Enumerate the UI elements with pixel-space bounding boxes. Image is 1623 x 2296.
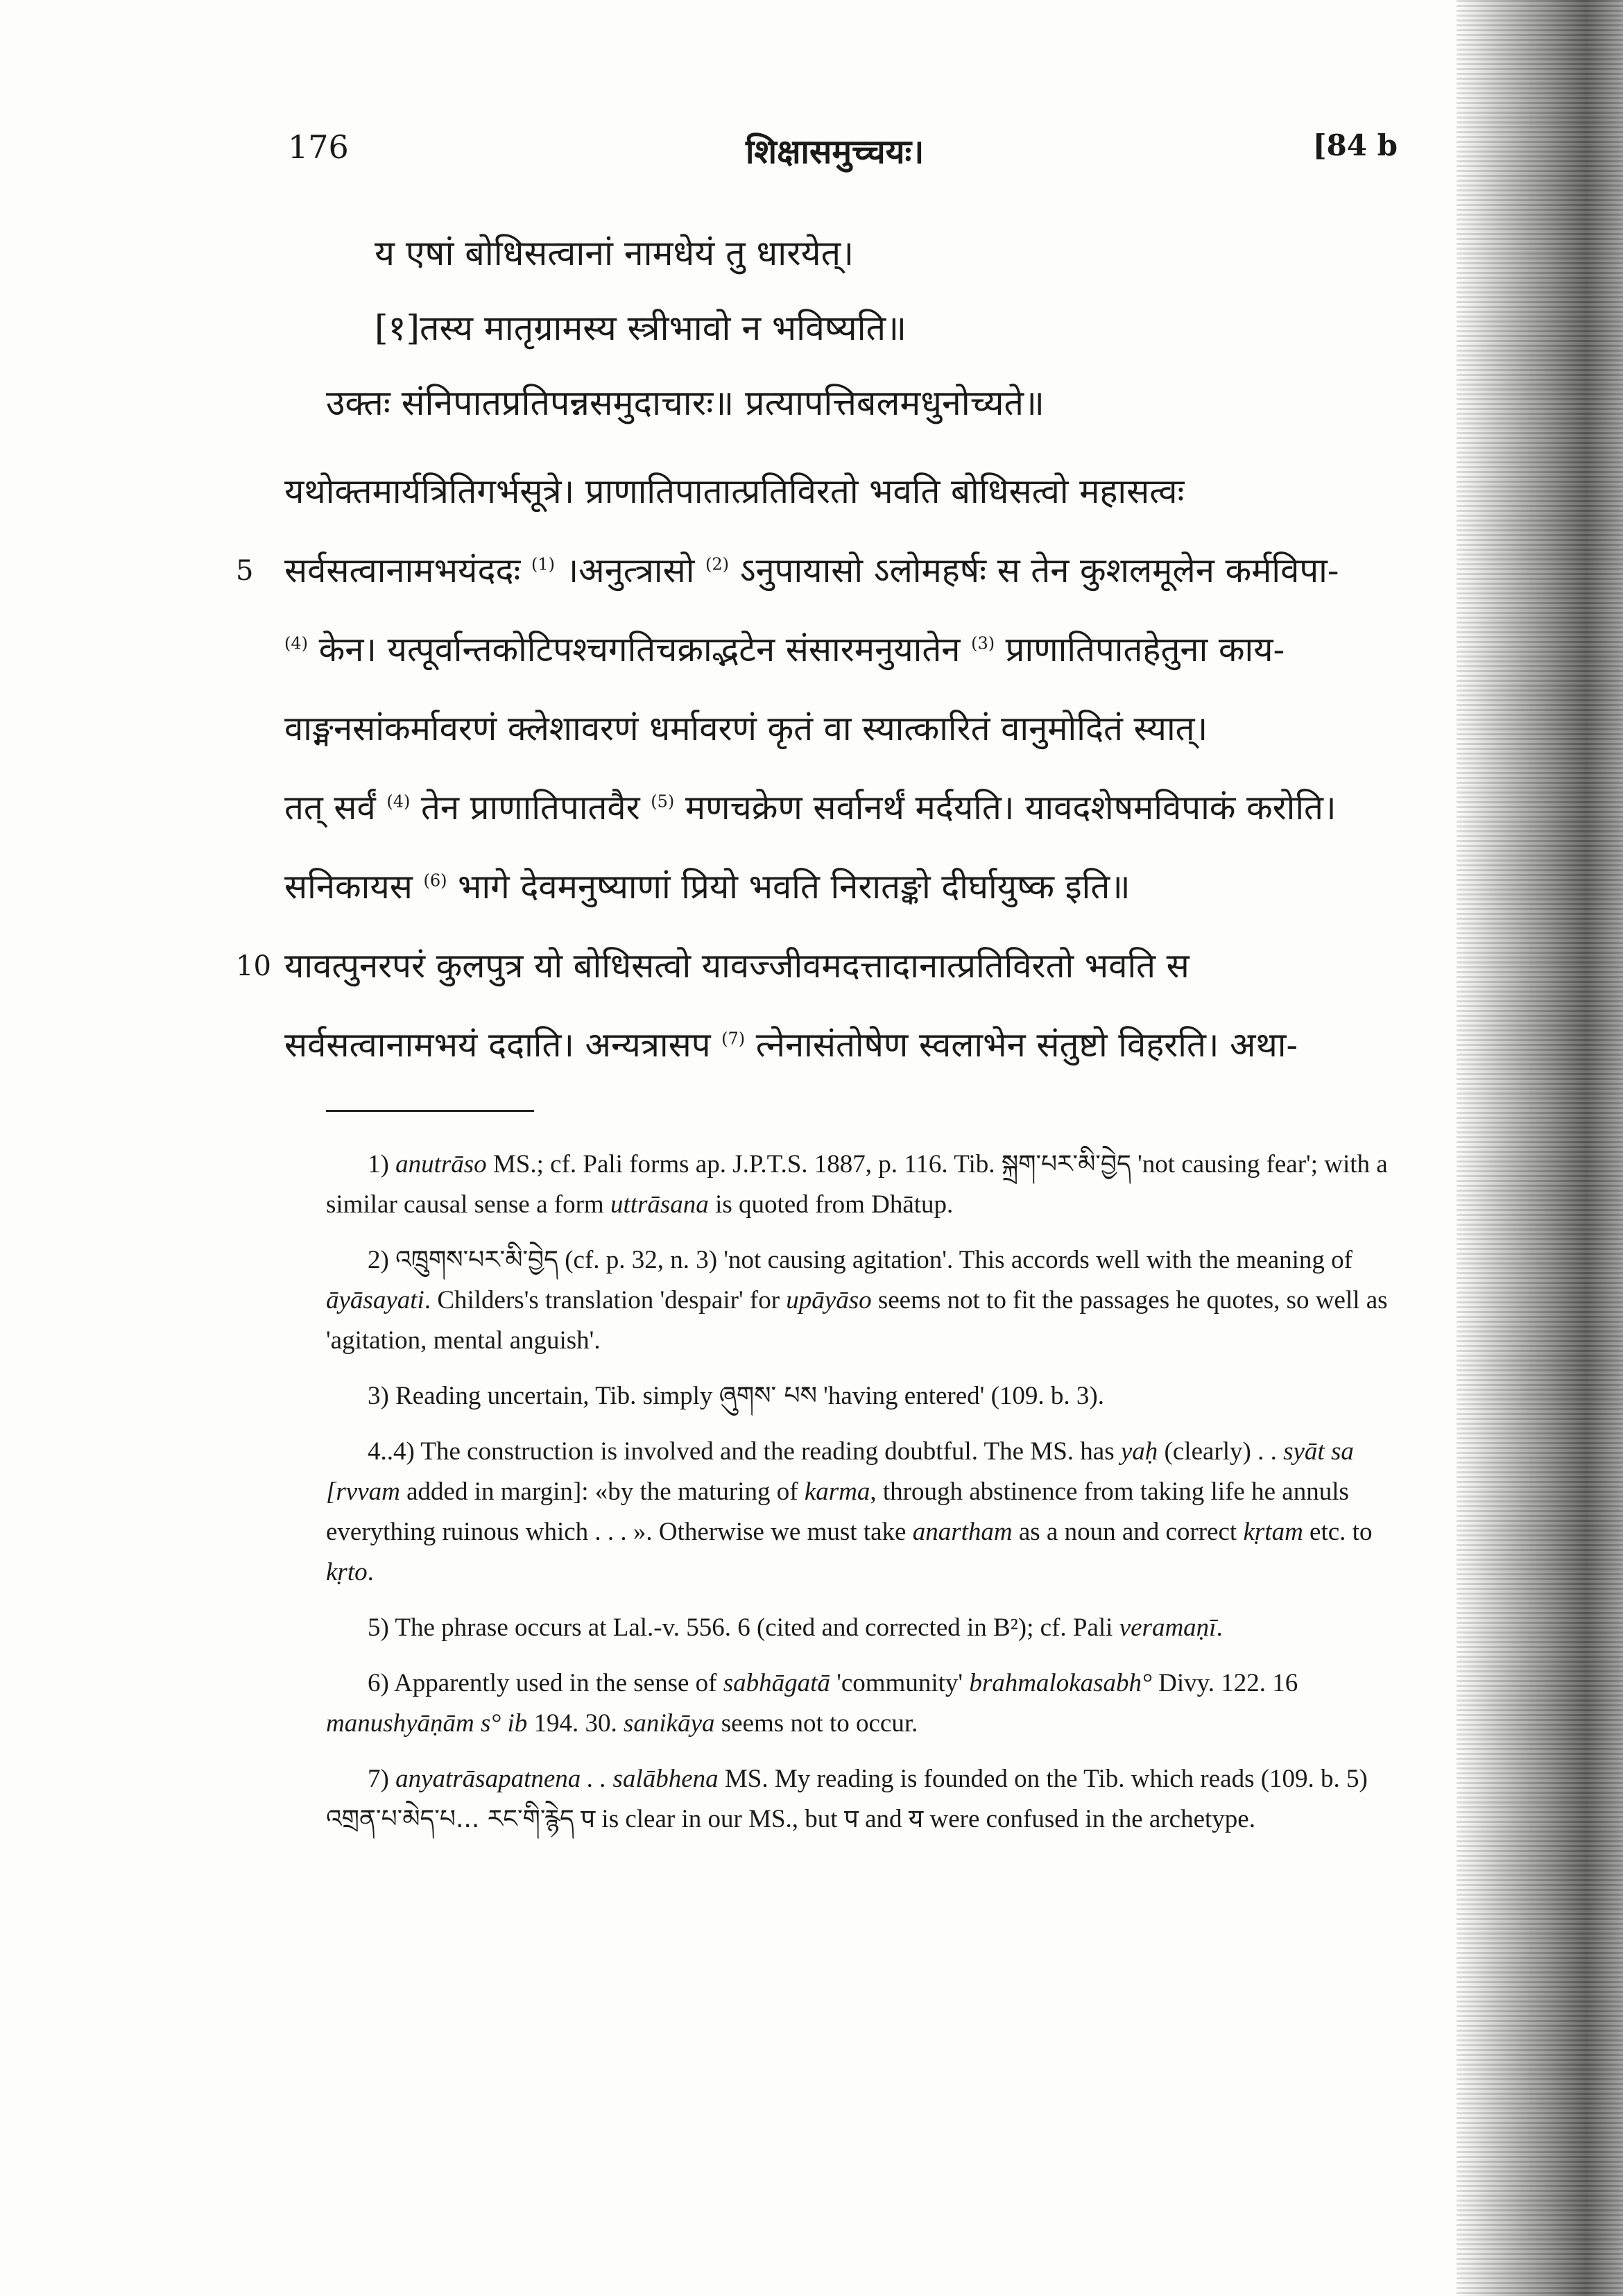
text-segment: यथोक्तमार्यत्रितिगर्भसूत्रे। प्राणातिपातात्प्रतिविरतो भवति बोधिसत्वो महासत्वः [284,472,1185,511]
text-line [284,1025,1415,1104]
footnote-text: MS.; cf. Pali forms ap. J.P.T.S. 1887, p. 116. Tib. [486,1150,1002,1179]
footnote-text: 'community' [830,1669,970,1697]
footnote-italic: karma [804,1477,870,1506]
text-segment: भागे देवमनुष्याणां प्रियो भवति निरातङ्को दीर्घायुष्क इति॥ [458,867,1131,907]
note-marker: (4) [386,791,411,812]
footnote-7 [326,1759,1415,1840]
text-line [284,788,1415,867]
footnote-text: , through abstinence from taking life he annuls everything ruinous which . . . ». Otherwise we must take [326,1477,1349,1546]
footnote-text: . Childers's translation 'despair' for [424,1286,787,1314]
footnote-4 [326,1432,1415,1593]
footnote-italic: āyāsayati [326,1286,424,1314]
verse-line: य एषां बोधिसत्वानां नामधेयं तु धारयेत्। [375,233,855,273]
text-segment: प्राणातिपातहेतुना काय- [1005,630,1285,669]
text-line [284,630,1415,709]
line-number: 10 [236,950,271,982]
footnote-italic: kṛtam [1243,1518,1303,1546]
footnote-text: 'not causing fear'; with a similar causal sense a form [326,1150,1388,1219]
text-segment: त्नेनासंतोषेण स्वलाभेन संतुष्टो विहरति। अथा- [755,1025,1298,1065]
note-marker: (3) [971,633,995,653]
footnote-text: . [1216,1613,1223,1642]
footnote-text: 194. 30. [527,1709,624,1738]
verse-block [326,233,1366,461]
footnote-italic: syāt sa [rvvam [326,1437,1354,1506]
footnote-italic: anutrāso [395,1150,487,1179]
footnote-italic: manushyāṇām s° ib [326,1709,528,1738]
footnote-text: 7) [368,1765,396,1793]
text-line [284,709,1415,788]
footnote-5 [326,1608,1415,1648]
text-segment: तेन प्राणातिपातवैर [420,788,640,828]
running-title: शिक्षासमुच्चयः। [746,132,925,171]
footnote-italic: brahmalokasabh° [969,1669,1152,1697]
text-segment: केन। यत्पूर्वान्तकोटिपश्चगतिचक्राद्भटेन संसारमनुयातेन [318,630,961,669]
text-segment: सनिकायस [284,867,413,907]
footnote-italic: kṛto [326,1558,368,1586]
footnote-text: Divy. 122. 16 [1151,1669,1298,1697]
tibetan-text: སྐྲག་པར་མི་བྱེད [1001,1150,1131,1179]
footnote-italic: sabhāgatā [723,1669,830,1697]
footnote-text: 4..4) The construction is involved and the reading doubtful. The MS. has [368,1437,1121,1466]
footnote-1 [326,1145,1415,1225]
text-segment: सर्वसत्वानामभयं ददाति। अन्यत्रासप [284,1025,711,1065]
footnotes [326,1145,1415,1855]
note-marker: (1) [531,554,555,574]
footnote-italic: anyatrāsapatnena . . salābhena [395,1765,719,1793]
note-marker: (7) [721,1029,746,1049]
footnote-text: added in margin]: «by the maturing of [400,1477,805,1506]
text-segment: तत् सर्वं [284,788,376,828]
footnote-text: . [367,1558,374,1586]
main-text [236,472,1415,1104]
footnote-text: MS. My reading is founded on the Tib. which reads (109. b. 5) [718,1765,1368,1793]
tibetan-text: ཞུགས་ པས [719,1382,817,1410]
text-line [284,867,1415,946]
footnote-text: 5) The phrase occurs at Lal.-v. 556. 6 (cited and corrected in B²); cf. Pali [368,1613,1119,1642]
text-segment: ।अनुत्त्रासो [565,551,695,590]
footnote-6 [326,1663,1415,1744]
footnote-italic: upāyāso [786,1286,872,1314]
note-marker: (5) [651,791,675,812]
footnote-text: 2) [368,1246,396,1274]
page-header [288,128,1398,177]
note-marker: (2) [705,554,729,574]
text-segment: ऽनुपायासो ऽलोमहर्षः स तेन कुशलमूलेन कर्मविपा- [739,551,1339,590]
tibetan-text: འགྲན་པ་མེད་པ... རང་གི་རྙེད [326,1805,574,1833]
text-segment: सर्वसत्वानामभयंददः [284,551,521,590]
footnote-text: is quoted from Dhātup. [708,1190,954,1219]
footnote-text: 3) Reading uncertain, Tib. simply [368,1382,719,1410]
footnote-3 [326,1376,1415,1416]
footnote-text: 1) [368,1150,396,1179]
footnote-italic: veramaṇī [1119,1613,1217,1642]
note-marker: (4) [284,633,308,653]
footnote-text: as a noun and correct [1012,1518,1244,1546]
footnote-2 [326,1240,1415,1361]
footnote-separator [326,1110,534,1112]
note-marker: (6) [423,871,447,891]
text-segment: वाङ्मनसांकर्मावरणं क्लेशावरणं धर्मावरणं कृतं वा स्यात्कारितं वानुमोदितं स्यात्। [284,709,1208,748]
footnote-text: seems not to occur. [714,1709,918,1738]
text-line [284,472,1415,551]
book-spine-shadow [1457,0,1623,2296]
text-segment: मणचक्रेण सर्वानर्थं मर्दयति। यावदशेषमविपाकं करोति। [685,788,1337,828]
verse-line: [१]तस्य मातृग्रामस्य स्त्रीभावो न भविष्यति॥ [375,308,907,348]
tibetan-text: འཁྲུགས་པར་མི་བྱེད [395,1246,558,1274]
footnote-text: 'having entered' (109. b. 3). [816,1382,1104,1410]
text-line [236,551,1415,630]
footnote-italic: yaḥ [1120,1437,1158,1466]
footnote-text: (cf. p. 32, n. 3) 'not causing agitation'. This accords well with the meaning of [558,1246,1352,1274]
folio-reference: [84 b [1312,128,1398,162]
line-number: 5 [236,555,254,587]
verse-line: उक्तः संनिपातप्रतिपन्नसमुदाचारः॥ प्रत्यापत्तिबलमधुनोच्यते॥ [326,383,1045,423]
footnote-text: seems not to fit the passages he quotes, so well as 'agitation, mental anguish'. [326,1286,1388,1355]
footnote-text: प is clear in our MS., but प and य were confused in the archetype. [574,1805,1255,1833]
footnote-italic: anartham [912,1518,1013,1546]
footnote-italic: sanikāya [624,1709,715,1738]
page-number: 176 [288,128,349,166]
footnote-text: etc. to [1303,1518,1373,1546]
footnote-text: (clearly) . . [1158,1437,1284,1466]
text-line [236,946,1415,1025]
footnote-italic: uttrāsana [610,1190,709,1219]
footnote-text: 6) Apparently used in the sense of [368,1669,723,1697]
text-segment: यावत्पुनरपरं कुलपुत्र यो बोधिसत्वो यावज्जीवमदत्तादानात्प्रतिविरतो भवति स [284,946,1190,986]
